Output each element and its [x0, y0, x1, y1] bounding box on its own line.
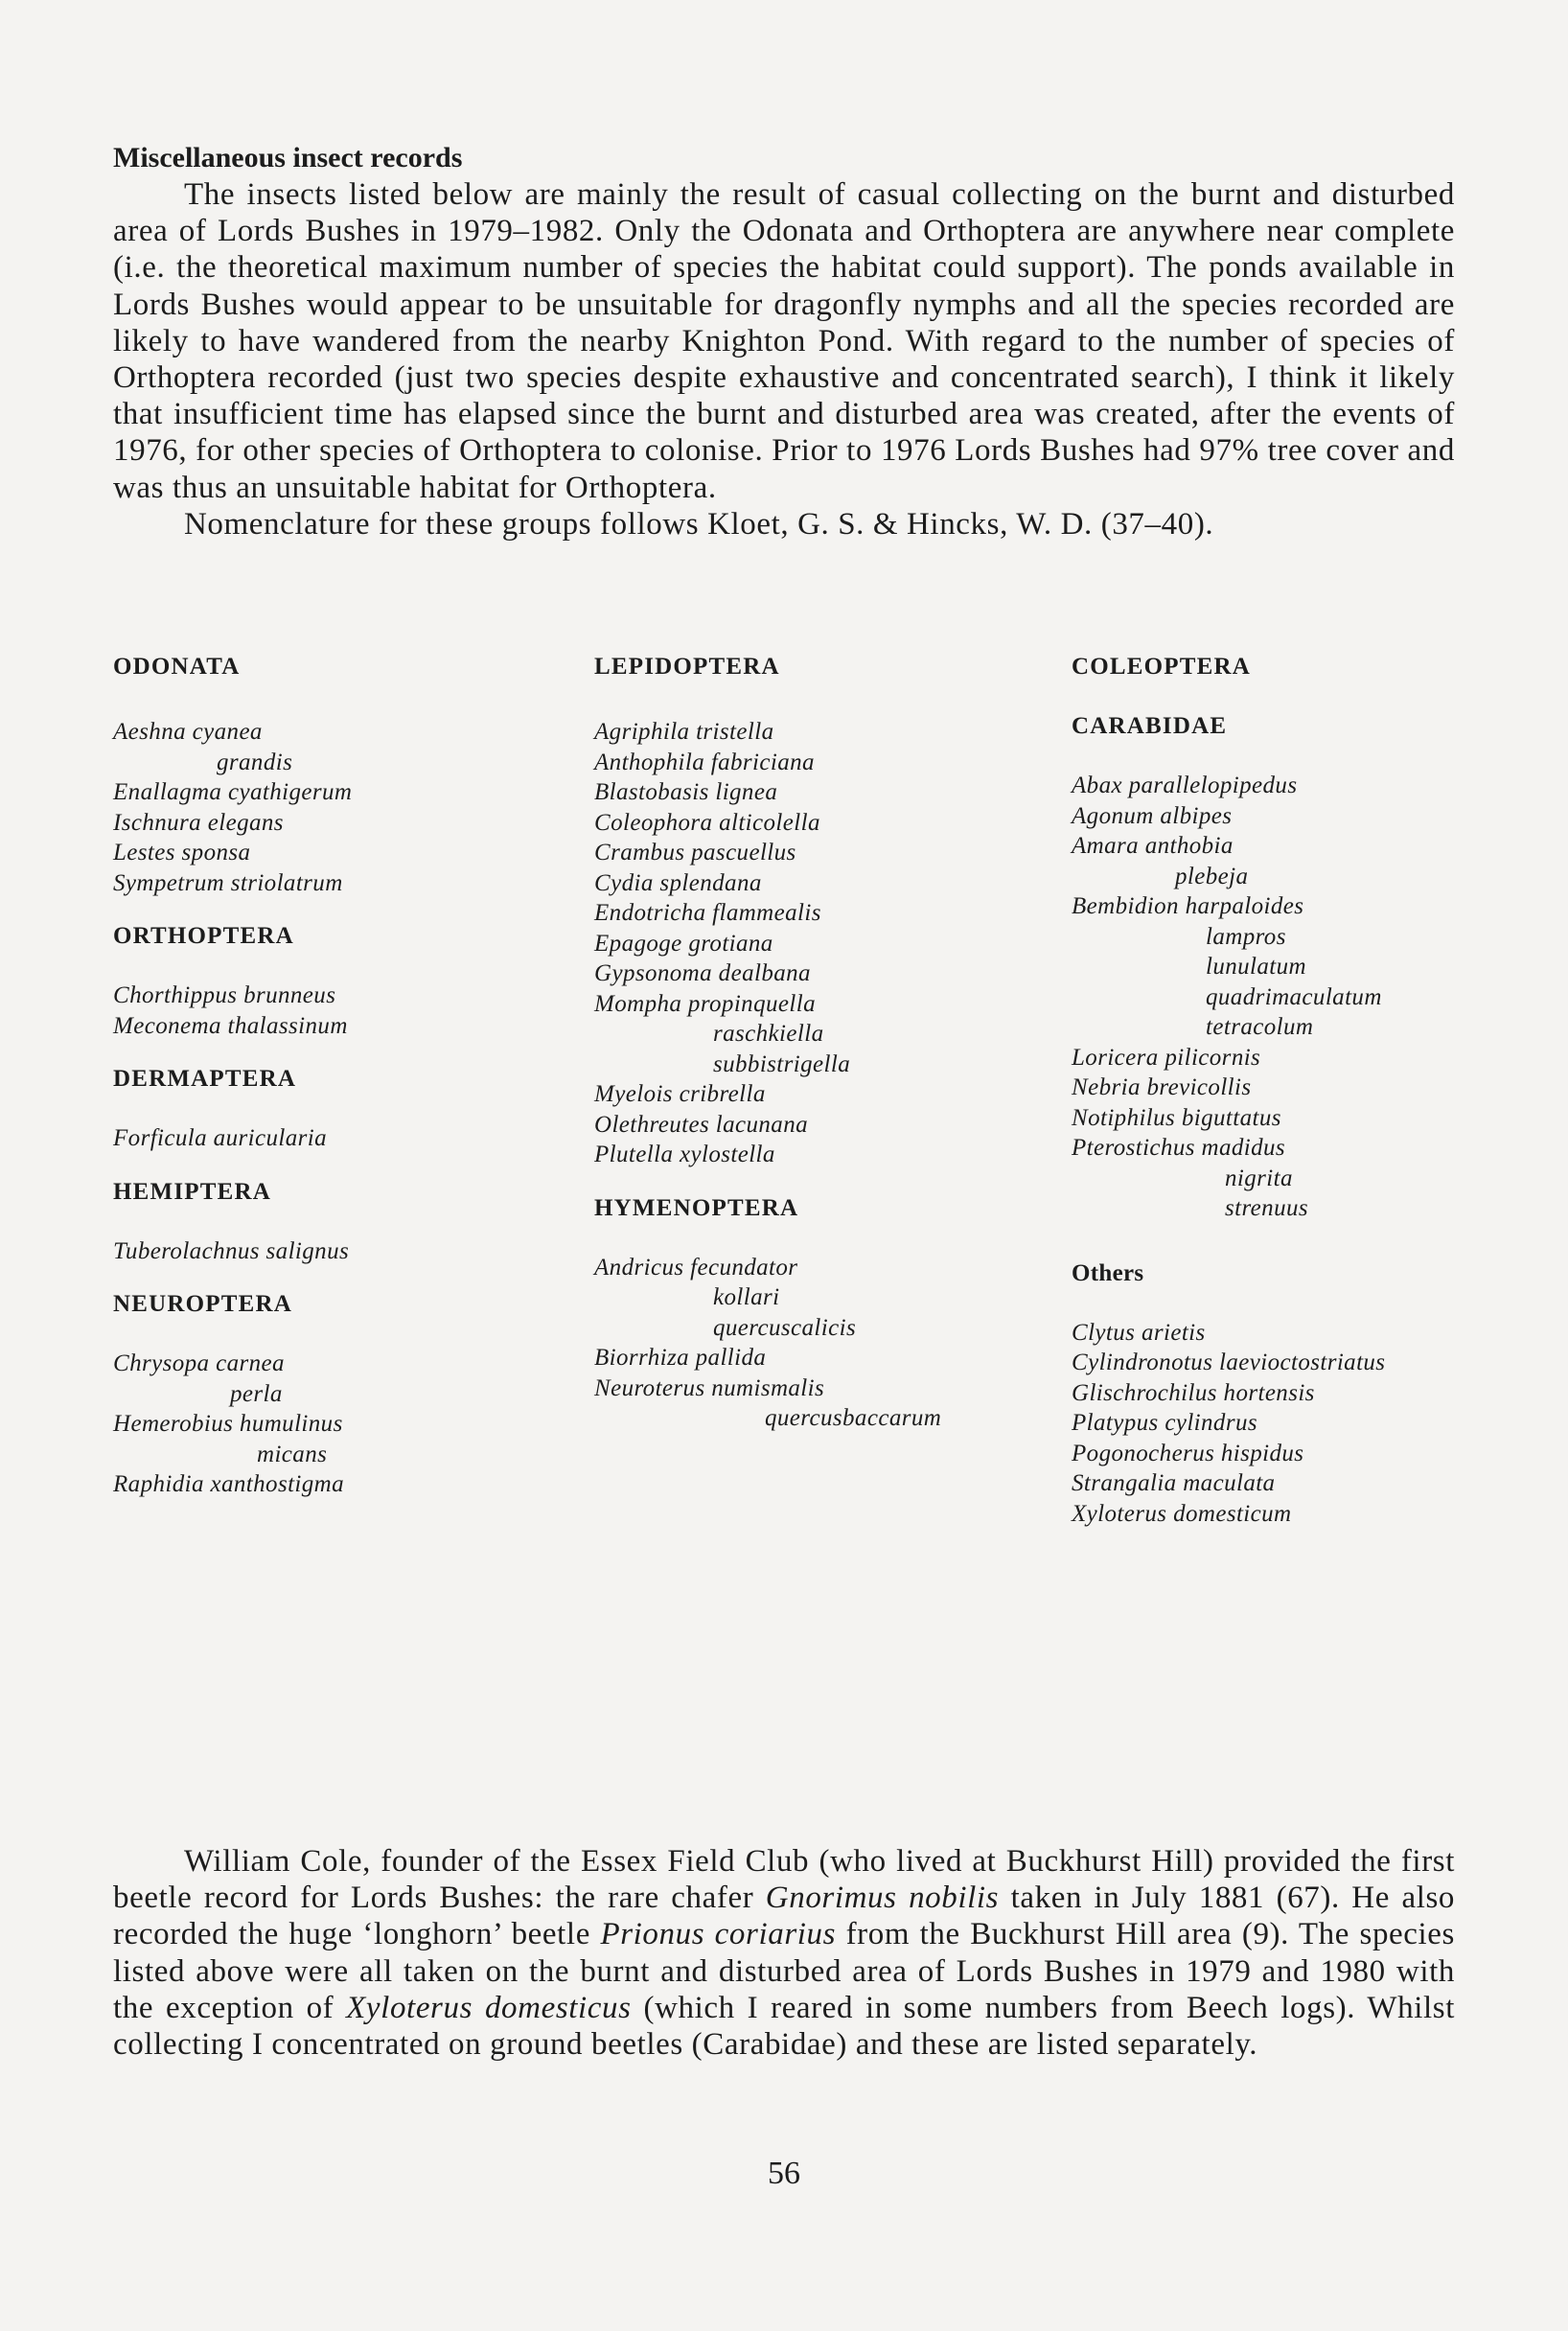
species: Platypus cylindrus	[1072, 1410, 1257, 1436]
species: Ischnura elegans	[113, 809, 284, 836]
species: Nebria brevicollis	[1072, 1074, 1252, 1100]
species: Raphidia xanthostigma	[113, 1471, 345, 1497]
species: Crambus pascuellus	[594, 840, 796, 865]
species: Endotricha flammealis	[594, 900, 821, 926]
species: quercusbaccarum	[765, 1405, 942, 1431]
species: Hemerobius humulinus	[113, 1411, 343, 1437]
species: quadrimaculatum	[1206, 983, 1382, 1010]
species: Glischrochilus hortensis	[1072, 1379, 1315, 1406]
species: Strangalia maculata	[1072, 1470, 1276, 1496]
species: Amara anthobia	[1072, 833, 1234, 859]
species: Chorthippus brunneus	[113, 982, 336, 1008]
species: Pterostichus madidus	[1072, 1135, 1286, 1161]
species: grandis	[217, 749, 293, 775]
nomenclature-paragraph: Nomenclature for these groups follows Kloet, G. S. & Hincks, W. D. (37–40).	[184, 506, 1214, 542]
page-number: 56	[768, 2156, 800, 2191]
species: Mompha propinquella	[594, 990, 816, 1017]
heading-coleoptera: COLEOPTERA	[1072, 654, 1252, 680]
heading-others: Others	[1072, 1259, 1144, 1286]
species: Myelois cribrella	[594, 1081, 766, 1107]
species: perla	[230, 1380, 283, 1407]
column-2	[594, 652, 1073, 1434]
species: Andricus fecundator	[594, 1254, 798, 1281]
species: Aeshna cyanea	[113, 719, 263, 745]
species: Cydia splendana	[594, 869, 762, 896]
species: Forficula auricularia	[113, 1125, 327, 1151]
species: Meconema thalassinum	[113, 1012, 348, 1039]
heading-dermaptera: DERMAPTERA	[113, 1066, 297, 1092]
heading-carabidae: CARABIDAE	[1072, 713, 1228, 739]
species: Olethreutes lacunana	[594, 1111, 809, 1138]
species: Epagoge grotiana	[594, 930, 773, 957]
species-name: Gnorimus nobilis	[765, 1881, 1000, 1916]
intro-section	[113, 140, 1455, 542]
species: Biorrhiza pallida	[594, 1345, 767, 1371]
species: kollari	[713, 1284, 780, 1310]
closing-text: (which I reared in some numbers from Beech logs). Whilst collecting I concentrated on ground beetles (Carabidae) and these are listed separately.	[113, 1990, 1455, 2063]
species: raschkiella	[713, 1021, 824, 1047]
closing-text: William Cole, founder of the Essex Field Club (who lived at Buckhurst Hill) provided the first beetle record for Lords Bushes: the rare chafer	[113, 1844, 1455, 1916]
species: Sympetrum striolatrum	[113, 869, 343, 896]
species: lampros	[1206, 923, 1286, 950]
heading-hemiptera: HEMIPTERA	[113, 1178, 271, 1205]
closing-text: from the Buckhurst Hill area (9). The species listed above were all taken on the burnt and disturbed area of Lords Bushes in 1979 and 1980 with the exception of	[113, 1917, 1455, 2025]
species: quercuscalicis	[713, 1314, 857, 1341]
section-heading: Miscellaneous insect records	[113, 142, 463, 173]
species-name: Prionus coriarius	[600, 1917, 837, 1952]
species: Agriphila tristella	[594, 719, 774, 745]
closing-paragraph	[113, 1843, 1455, 2063]
column-3	[1072, 652, 1551, 1529]
species: Pogonocherus hispidus	[1072, 1440, 1304, 1466]
column-1	[113, 652, 535, 1500]
species: nigrita	[1225, 1165, 1293, 1191]
species: Xyloterus domesticum	[1072, 1500, 1292, 1527]
species: Neuroterus numismalis	[594, 1374, 825, 1401]
species-name: Xyloterus domesticus	[346, 1990, 632, 2025]
heading-odonata: ODONATA	[113, 654, 241, 680]
heading-lepidoptera: LEPIDOPTERA	[594, 654, 780, 680]
species: plebeja	[1175, 863, 1249, 889]
heading-neuroptera: NEUROPTERA	[113, 1291, 293, 1317]
species: strenuus	[1225, 1195, 1309, 1221]
species: Clytus arietis	[1072, 1319, 1206, 1346]
closing-text: taken in July 1881 (67). He also recorded the huge ‘longhorn’ beetle	[113, 1881, 1456, 1952]
species: micans	[257, 1441, 328, 1467]
species: tetracolum	[1206, 1014, 1314, 1040]
species: Plutella xylostella	[594, 1142, 775, 1167]
species: Anthophila fabriciana	[594, 749, 815, 775]
species: Loricera pilicornis	[1072, 1044, 1261, 1071]
species: Cylindronotus laevioctostriatus	[1072, 1350, 1386, 1375]
species: Tuberolachnus salignus	[113, 1237, 350, 1264]
species: Notiphilus biguttatus	[1072, 1104, 1281, 1131]
species: Lestes sponsa	[113, 840, 251, 865]
species: Chrysopa carnea	[113, 1350, 285, 1376]
species: Bembidion harpaloides	[1072, 893, 1304, 919]
species: Coleophora alticolella	[594, 809, 820, 836]
species: Blastobasis lignea	[594, 779, 778, 805]
species: Enallagma cyathigerum	[113, 779, 353, 805]
intro-paragraph: The insects listed below are mainly the result of casual collecting on the burnt and disturbed area of Lords Bushes in 1979–1982. Only the Odonata and Orthoptera are anywhere near complete (i.e. the theoretical maximum number of species the habitat could support). The ponds available in Lords Bushes would appear to be unsuitable for dragonfly nymphs and all the species recorded are likely to have wandered from the nearby Knighton Pond. With regard to the number of species of Orthoptera recorded (just two species despite exhaustive and concentrated search), I think it likely that insufficient time has elapsed since the burnt and disturbed area was created, after the events of 1976, for other species of Orthoptera to colonise. Prior to 1976 Lords Bushes had 97% tree cover and was thus an unsuitable habitat for Orthoptera.	[113, 177, 1455, 505]
species: lunulatum	[1206, 954, 1306, 980]
heading-hymenoptera: HYMENOPTERA	[594, 1194, 799, 1221]
species: Abax parallelopipedus	[1072, 773, 1298, 798]
heading-orthoptera: ORTHOPTERA	[113, 923, 294, 949]
species: Gypsonoma dealbana	[594, 960, 811, 986]
species: Agonum albipes	[1072, 802, 1233, 829]
species: subbistrigella	[713, 1050, 851, 1077]
closing-section	[113, 1843, 1455, 2063]
